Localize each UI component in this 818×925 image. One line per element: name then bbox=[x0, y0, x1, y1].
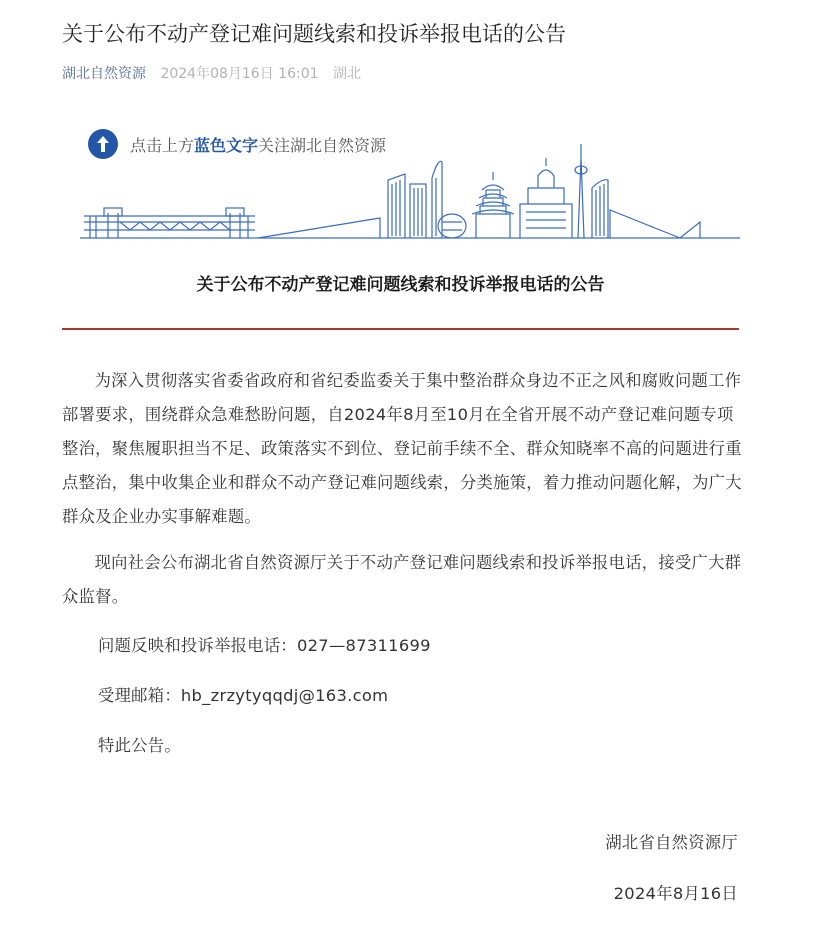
report-phone-line: 问题反映和投诉举报电话：027—87311699 bbox=[98, 636, 431, 655]
paragraph-intro: 为深入贯彻落实省委省政府和省纪委监委关于集中整治群众身边不正之风和腐败问题工作部署要求，围绕群众急难愁盼问题，自2024年8月至10月在全省开展不动产登记难问题专项整治，聚焦履职担当不足、政策落实不到位、登记前手续不全、群众知晓率不高的问题进行重点整治，集中收集企业和群众不动产登记难问题线索，分类施策，着力推动问题化解，为广大群众及企业办实事解难题。 bbox=[62, 371, 742, 526]
signature-org: 湖北省自然资源厅 bbox=[605, 833, 738, 852]
report-email-line: 受理邮箱：hb_zrzytyqqdj@163.com bbox=[98, 686, 389, 705]
publish-datetime: 2024年08月16日 16:01 bbox=[160, 66, 319, 82]
follow-highlight: 蓝色文字 bbox=[194, 135, 259, 155]
article-title: 关于公布不动产登记难问题线索和投诉举报电话的公告 bbox=[62, 22, 566, 46]
account-name-link[interactable]: 湖北自然资源 bbox=[62, 66, 146, 82]
publish-location: 湖北 bbox=[332, 66, 361, 82]
follow-prompt[interactable] bbox=[88, 128, 386, 160]
closing-line: 特此公告。 bbox=[98, 736, 181, 755]
announcement-heading: 关于公布不动产登记难问题线索和投诉举报电话的公告 bbox=[196, 275, 605, 295]
up-arrow-icon bbox=[88, 129, 118, 159]
article-meta bbox=[62, 64, 361, 84]
follow-text: 点击上方蓝色文字关注湖北自然资源 bbox=[130, 135, 387, 155]
paragraph-notice: 现向社会公布湖北省自然资源厅关于不动产登记难问题线索和投诉举报电话，接受广大群众监督。 bbox=[62, 553, 742, 606]
heading-divider bbox=[62, 328, 739, 330]
signature-date: 2024年8月16日 bbox=[613, 884, 738, 903]
